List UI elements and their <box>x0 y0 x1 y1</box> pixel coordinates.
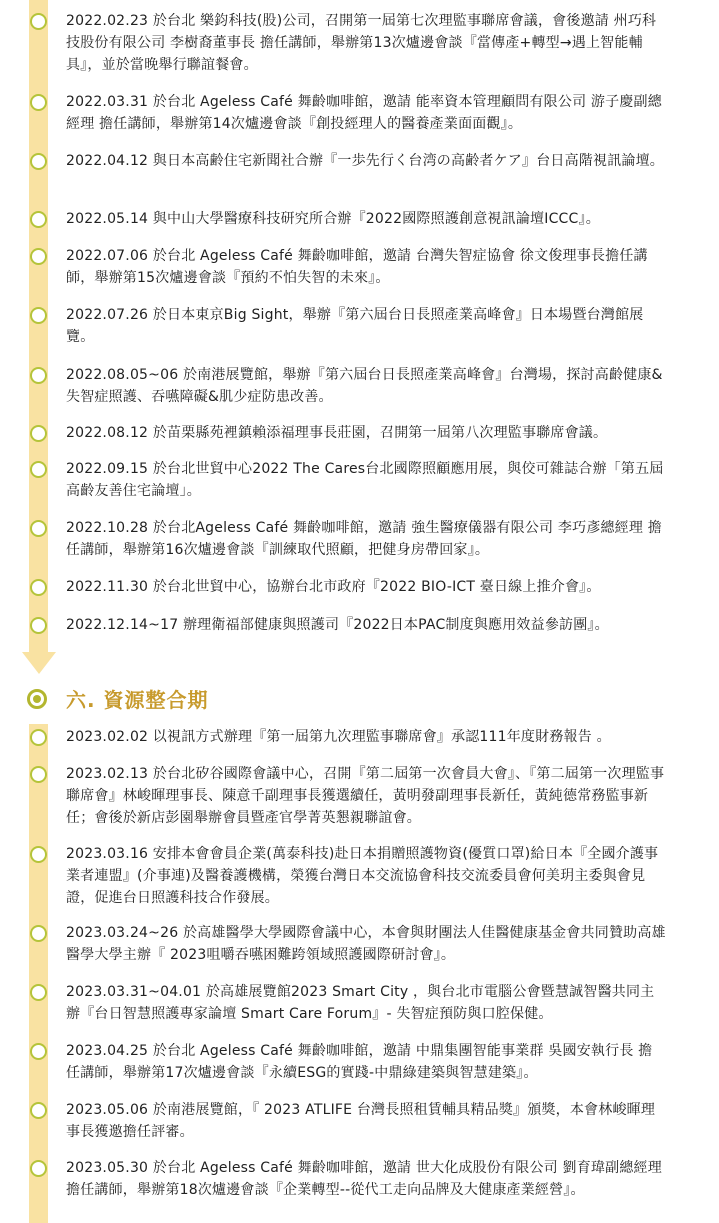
timeline-dot-icon <box>30 925 47 942</box>
entry-text: 2022.03.31 於台北 Ageless Café 舞齡咖啡館，邀請 能率資本管理顧問有限公司 游子慶副總經理 擔任講師，舉辦第14次爐邊會談『創投經理人的醫養產業面面觀』。 <box>66 94 662 132</box>
entry-text: 2022.08.05~06 於南港展覽館，舉辦『第六屆台日長照產業高峰會』台灣場，探討高齡健康&失智症照護、吞嚥障礙&肌少症防患改善。 <box>66 367 663 405</box>
timeline-arrow-down-icon <box>22 652 56 674</box>
timeline-dot-icon <box>30 617 47 634</box>
section-heading <box>0 686 719 716</box>
entry-text: 2022.02.23 於台北 樂鈞科技(股)公司，召開第一屆第七次理監事聯席會議，會後邀請 州巧科技股份有限公司 李樹裔董事長 擔任講師，舉辦第13次爐邊會談『當傳產+轉型→遇上智能輔具』，並於當晚舉行聯誼餐會。 <box>66 13 657 73</box>
timeline-dot-icon <box>30 766 47 783</box>
timeline-dot-icon <box>30 1102 47 1119</box>
timeline-dot-icon <box>30 211 47 228</box>
timeline-dot-icon <box>30 248 47 265</box>
timeline-dot-icon <box>30 367 47 384</box>
timeline-dot-icon <box>30 425 47 442</box>
entry-text: 2022.07.06 於台北 Ageless Café 舞齡咖啡館，邀請 台灣失智症協會 徐文俊理事長擔任講師，舉辦第15次爐邊會談『預約不怕失智的未來』。 <box>66 248 648 286</box>
timeline-dot-icon <box>30 579 47 596</box>
entry-text: 2022.08.12 於苗栗縣苑裡鎮賴添福理事長莊園，召開第一屆第八次理監事聯席會議。 <box>66 425 608 441</box>
timeline-dot-icon <box>30 461 47 478</box>
entry-text: 2023.03.31~04.01 於高雄展覽館2023 Smart City ，與台北市電腦公會暨慧誠智醫共同主辦『台日智慧照護專家論壇 Smart Care Forum』- 失智症預防與口腔保健。 <box>66 984 655 1022</box>
timeline-rail-bottom <box>29 724 48 1223</box>
timeline-dot-icon <box>30 1160 47 1177</box>
timeline-dot-icon <box>30 13 47 30</box>
entry-text: 2023.02.13 於台北矽谷國際會議中心，召開『第二屆第一次會員大會』、『第二屆第一次理監事聯席會』林峻暉理事長、陳意千副理事長獲選續任，黃明發副理事長新任，黃純德常務監事新任；會後於新店彭園舉辦會員暨產官學菁英懇親聯誼會。 <box>66 766 665 826</box>
timeline-dot-icon <box>30 153 47 170</box>
section-title: 六. 資源整合期 <box>66 688 209 712</box>
entry-text: 2022.12.14~17 辦理衛福部健康與照護司『2022日本PAC制度與應用效益參訪團』。 <box>66 617 609 633</box>
entry-text: 2023.03.16 安排本會會員企業(萬泰科技)赴日本捐贈照護物資(優質口罩)給日本『全國介護事業者連盟』(介事連)及醫養護機構，榮獲台灣日本交流協會科技交流委員會何美玥主委與會見證，促進台日照護科技合作發展。 <box>66 846 659 906</box>
entry-text: 2023.04.25 於台北 Ageless Café 舞齡咖啡館，邀請 中鼎集團智能事業群 吳國安執行長 擔任講師，舉辦第17次爐邊會談『永續ESG的實踐-中鼎綠建築與智慧建築』。 <box>66 1043 653 1081</box>
entry-text: 2022.11.30 於台北世貿中心，協辦台北市政府『2022 BIO-ICT 臺日線上推介會』。 <box>66 579 601 595</box>
entry-text: 2022.10.28 於台北Ageless Café 舞齡咖啡館，邀請 強生醫療儀器有限公司 李巧彥總經理 擔任講師，舉辦第16次爐邊會談『訓練取代照顧，把健身房帶回家』。 <box>66 520 662 558</box>
timeline-dot-icon <box>30 520 47 537</box>
entry-text: 2023.03.24~26 於高雄醫學大學國際會議中心，本會與財團法人佳醫健康基金會共同贊助高雄醫學大學主辦『 2023咀嚼吞嚥困難跨領域照護國際研討會』。 <box>66 925 666 963</box>
entry-text: 2022.09.15 於台北世貿中心2022 The Cares台北國際照顧應用展，與佼可雜誌合辦「第五屆高齡友善住宅論壇」。 <box>66 461 664 499</box>
timeline-dot-icon <box>30 846 47 863</box>
timeline-dot-icon <box>30 307 47 324</box>
entry-text: 2022.07.26 於日本東京Big Sight，舉辦『第六屆台日長照產業高峰會』日本場暨台灣館展覽。 <box>66 307 644 345</box>
entry-text: 2023.02.02 以視訊方式辦理『第一屆第九次理監事聯席會』承認111年度財務報告 。 <box>66 729 611 745</box>
timeline-dot-icon <box>30 1043 47 1060</box>
entry-text: 2023.05.06 於南港展覽館，『 2023 ATLIFE 台灣長照租賃輔具精品獎』頒獎，本會林峻暉理事長獲邀擔任評審。 <box>66 1102 656 1140</box>
entry-text: 2023.05.30 於台北 Ageless Café 舞齡咖啡館，邀請 世大化成股份有限公司 劉育瑋副總經理 擔任講師，舉辦第18次爐邊會談『企業轉型--從代工走向品牌及大健康產業經營』。 <box>66 1160 662 1198</box>
timeline-dot-icon <box>30 94 47 111</box>
timeline-dot-icon <box>30 729 47 746</box>
timeline-dot-icon <box>30 984 47 1001</box>
entry-text: 2022.04.12 與日本高齢住宅新聞社合辦『一歩先行く台湾の高齢者ケア』台日高階視訊論壇。 <box>66 153 665 169</box>
target-icon <box>27 689 47 709</box>
entry-text: 2022.05.14 與中山大學醫療科技研究所合辦『2022國際照護創意視訊論壇ICCC』。 <box>66 211 600 227</box>
